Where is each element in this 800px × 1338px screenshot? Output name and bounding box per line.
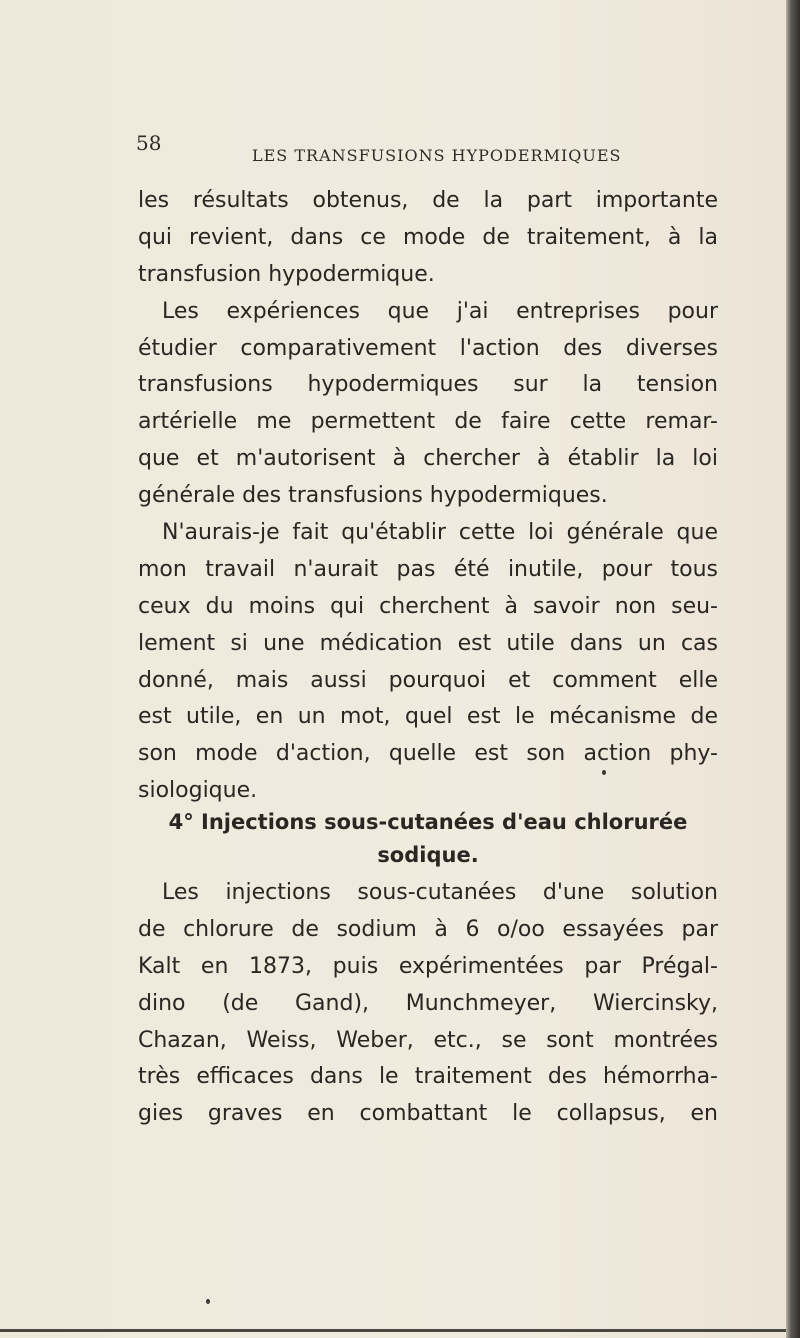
text-line: Kalt en 1873, puis expérimentées par Prégal- <box>138 953 718 979</box>
text-line: étudier comparativement l'action des diverses <box>138 335 718 361</box>
text-line: très efficaces dans le traitement des hémorrha- <box>138 1064 718 1090</box>
text-line: qui revient, dans ce mode de traitement, à la <box>138 224 718 250</box>
text-line: est utile, en un mot, quel est le mécanisme de <box>138 704 718 730</box>
section-heading: 4° Injections sous-cutanées d'eau chlorurée <box>168 810 688 834</box>
text-line: siologique. <box>138 778 258 804</box>
running-head: LES TRANSFUSIONS HYPODERMIQUES <box>252 146 622 165</box>
section-heading-continued: sodique. <box>377 843 479 867</box>
paragraph-1 <box>138 183 718 810</box>
paragraph-2 <box>138 875 718 1133</box>
ink-speck <box>206 1299 210 1304</box>
text-line: les résultats obtenus, de la part importante <box>138 188 718 213</box>
text-line: que et m'autorisent à chercher à établir la loi <box>138 446 718 472</box>
text-line: transfusion hypodermique. <box>138 261 435 287</box>
text-line: donné, mais aussi pourquoi et comment elle <box>138 667 718 693</box>
text-line: artérielle me permettent de faire cette remar- <box>138 409 718 435</box>
text-line: ceux du moins qui cherchent à savoir non seu- <box>138 593 718 619</box>
text-line: dino (de Gand), Munchmeyer, Wiercinsky, <box>138 990 718 1016</box>
text-line: Les expériences que j'ai entreprises pour <box>162 298 718 324</box>
text-line: transfusions hypodermiques sur la tension <box>138 372 718 398</box>
text-line: Les injections sous-cutanées d'une solution <box>162 880 718 905</box>
text-line: son mode d'action, quelle est son action phy- <box>138 741 718 767</box>
text-line: de chlorure de sodium à 6 o/oo essayées par <box>138 916 718 942</box>
text-line: N'aurais-je fait qu'établir cette loi générale que <box>162 520 718 546</box>
text-line: gies graves en combattant le collapsus, en <box>138 1101 718 1127</box>
text-line: mon travail n'aurait pas été inutile, pour tous <box>138 556 718 582</box>
page-bottom-edge <box>0 1329 800 1332</box>
page-number: 58 <box>136 131 162 155</box>
text-line: lement si une médication est utile dans un cas <box>138 630 718 656</box>
text-line: Chazan, Weiss, Weber, etc., se sont montrées <box>138 1027 718 1053</box>
binding-edge-shadow <box>786 0 800 1338</box>
text-line: générale des transfusions hypodermiques. <box>138 483 608 509</box>
ink-speck <box>602 770 606 775</box>
